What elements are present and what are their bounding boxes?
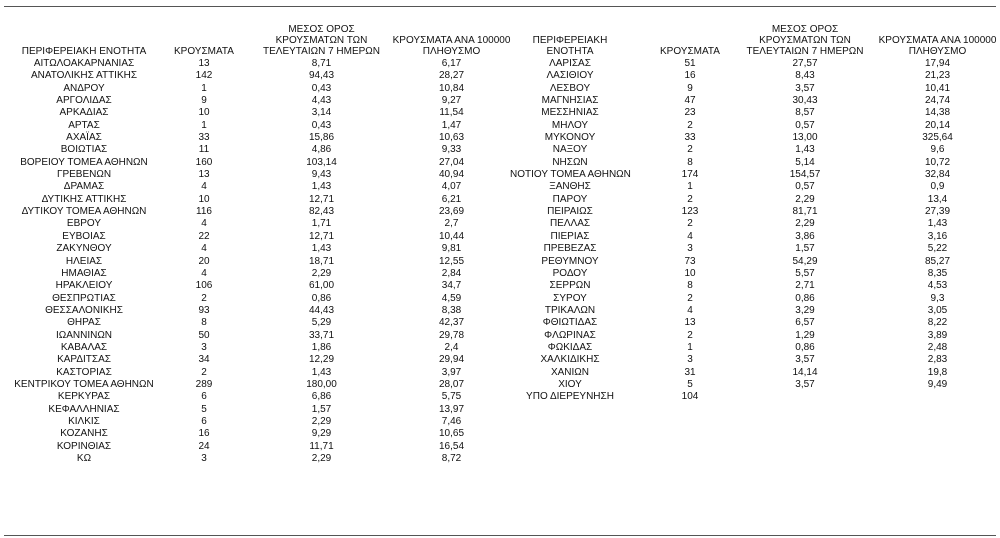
cell-avg7: 15,86 xyxy=(308,132,335,144)
cell-cases: 6 xyxy=(201,415,207,427)
cell-avg7: 33,71 xyxy=(308,329,335,341)
cell-per100k: 40,94 xyxy=(438,169,465,181)
cell-per100k: 8,38 xyxy=(441,304,462,316)
cell-cases: 13 xyxy=(198,58,210,69)
cell-cases: 3 xyxy=(201,341,207,353)
cell-region: ΠΕΛΛΑΣ xyxy=(549,218,591,230)
cell-avg7: 2,29 xyxy=(311,453,332,464)
cell-per100k: 85,27 xyxy=(924,255,951,267)
cell-region: ΕΒΡΟΥ xyxy=(66,218,102,230)
cell-avg7: 3,57 xyxy=(795,82,815,94)
cell-per100k: 13,97 xyxy=(438,403,465,415)
cell-avg7: 1,43 xyxy=(311,366,332,378)
cell-per100k: 17,94 xyxy=(924,58,951,69)
cell-per100k: 6,17 xyxy=(441,58,462,69)
header-region: ΠΕΡΙΦΕΡΕΙΑΚΗ ΕΝΟΤΗΤΑ xyxy=(532,35,608,57)
cell-cases: 33 xyxy=(198,132,210,144)
cell-region: ΠΑΡΟΥ xyxy=(552,193,588,205)
cell-avg7: 154,57 xyxy=(789,169,821,181)
cell-region: ΝΑΞΟΥ xyxy=(552,144,588,156)
cell-per100k: 9,81 xyxy=(441,243,462,255)
cell-cases: 174 xyxy=(681,169,699,181)
cell-per100k: 3,89 xyxy=(927,329,948,341)
cell-region: ΑΡΚΑΔΙΑΣ xyxy=(59,107,109,119)
header-per100k: ΚΡΟΥΣΜΑΤΑ ΑΝΑ 100000 ΠΛΗΘΥΣΜΟ xyxy=(392,35,511,57)
cell-per100k: 9,6 xyxy=(930,144,945,156)
cell-per100k: 11,54 xyxy=(439,107,464,119)
cell-region: ΛΑΣΙΘΙΟΥ xyxy=(546,70,594,82)
cell-per100k: 10,44 xyxy=(438,230,465,242)
cell-per100k: 12,55 xyxy=(438,255,465,267)
cell-region: ΔΥΤΙΚΟΥ ΤΟΜΕΑ ΑΘΗΝΩΝ xyxy=(21,206,147,218)
cell-per100k: 9,27 xyxy=(441,95,462,107)
cell-avg7: 9,43 xyxy=(311,169,332,181)
cell-region: ΧΑΝΙΩΝ xyxy=(550,366,590,378)
cell-cases: 1 xyxy=(201,82,207,94)
cell-per100k: 3,05 xyxy=(927,304,948,316)
header-avg7: ΜΕΣΟΣ ΟΡΟΣ ΚΡΟΥΣΜΑΤΩΝ ΤΩΝ ΤΕΛΕΥΤΑΙΩΝ 7 ΗΜΕΡΩΝ xyxy=(746,24,864,57)
cell-avg7: 8,71 xyxy=(311,58,332,69)
cell-per100k: 8,22 xyxy=(927,317,948,329)
cell-per100k: 28,07 xyxy=(438,378,465,390)
cell-cases: 3 xyxy=(687,243,693,255)
cell-region: ΗΡΑΚΛΕΙΟΥ xyxy=(55,280,113,292)
cell-region: ΚΕΦΑΛΛΗΝΙΑΣ xyxy=(48,403,120,415)
cell-per100k: 23,69 xyxy=(438,206,465,218)
cell-per100k: 27,04 xyxy=(438,156,465,168)
cell-avg7: 30,43 xyxy=(792,95,818,107)
cell-region: ΧΙΟΥ xyxy=(558,378,582,390)
cell-per100k: 8,72 xyxy=(441,453,462,464)
cell-cases: 31 xyxy=(684,366,696,378)
cell-per100k: 13,4 xyxy=(927,193,948,205)
cell-avg7: 1,43 xyxy=(311,181,332,193)
cell-avg7: 0,86 xyxy=(311,292,332,304)
cell-avg7: 0,86 xyxy=(795,292,815,304)
cell-per100k: 10,84 xyxy=(438,82,465,94)
cell-per100k: 7,46 xyxy=(441,415,462,427)
cell-avg7: 0,43 xyxy=(311,119,332,131)
cell-cases: 5 xyxy=(201,403,207,415)
cell-avg7: 0,57 xyxy=(795,181,815,193)
cell-cases: 10 xyxy=(198,193,210,205)
cell-cases: 6 xyxy=(201,391,207,403)
cell-region: ΣΥΡΟΥ xyxy=(553,292,587,304)
cell-region: ΒΟΙΩΤΙΑΣ xyxy=(60,144,108,156)
cell-cases: 3 xyxy=(201,453,207,464)
cell-region: ΑΙΤΩΛΟΑΚΑΡΝΑΝΙΑΣ xyxy=(33,58,135,69)
cell-cases: 4 xyxy=(201,243,207,255)
cell-per100k: 1,47 xyxy=(441,119,462,131)
cell-cases: 16 xyxy=(198,428,210,440)
cell-avg7: 6,86 xyxy=(311,391,332,403)
cell-avg7: 1,71 xyxy=(311,218,332,230)
cell-per100k: 9,33 xyxy=(441,144,462,156)
cell-per100k: 2,4 xyxy=(444,341,459,353)
cell-per100k: 42,37 xyxy=(438,317,465,329)
cell-region: ΦΛΩΡΙΝΑΣ xyxy=(544,329,596,341)
cell-per100k: 29,94 xyxy=(438,354,465,366)
cell-avg7: 44,43 xyxy=(308,304,335,316)
cell-region: ΘΕΣΣΑΛΟΝΙΚΗΣ xyxy=(45,304,123,316)
cell-avg7: 3,14 xyxy=(311,107,332,119)
cell-per100k: 2,84 xyxy=(441,267,462,279)
cell-per100k: 10,41 xyxy=(924,82,951,94)
cell-region: ΑΡΤΑΣ xyxy=(68,119,100,131)
cell-per100k: 0,9 xyxy=(930,181,945,193)
cell-per100k: 5,75 xyxy=(441,391,462,403)
cell-per100k: 20,14 xyxy=(924,119,951,131)
cell-per100k: 21,23 xyxy=(924,70,951,82)
cell-region: ΓΡΕΒΕΝΩΝ xyxy=(56,169,112,181)
header-cases: ΚΡΟΥΣΜΑΤΑ xyxy=(660,46,720,57)
cell-per100k: 4,59 xyxy=(441,292,462,304)
cell-cases: 2 xyxy=(687,329,693,341)
cell-per100k: 8,35 xyxy=(927,267,948,279)
cell-per100k: 32,84 xyxy=(924,169,951,181)
cell-region: ΚΟΡΙΝΘΙΑΣ xyxy=(56,440,112,452)
cell-avg7: 1,43 xyxy=(311,243,332,255)
cell-avg7: 0,57 xyxy=(795,119,815,131)
cell-cases: 10 xyxy=(684,267,696,279)
cell-region: ΦΘΙΩΤΙΔΑΣ xyxy=(542,317,598,329)
cell-per100k: 19,8 xyxy=(927,366,948,378)
cell-cases: 4 xyxy=(687,230,693,242)
cell-region: ΡΕΘΥΜΝΟΥ xyxy=(541,255,599,267)
cell-per100k: 27,39 xyxy=(924,206,951,218)
cell-avg7: 13,00 xyxy=(792,132,818,144)
cell-cases: 16 xyxy=(684,70,696,82)
cell-region: ΚΕΝΤΡΙΚΟΥ ΤΟΜΕΑ ΑΘΗΝΩΝ xyxy=(14,378,154,390)
cell-cases: 34 xyxy=(198,354,210,366)
cell-cases: 8 xyxy=(687,156,693,168)
cell-region: ΚΟΖΑΝΗΣ xyxy=(60,428,108,440)
cell-cases: 1 xyxy=(687,181,693,193)
cell-avg7: 2,71 xyxy=(795,280,815,292)
cell-per100k: 3,97 xyxy=(441,366,462,378)
cell-avg7: 3,57 xyxy=(795,378,815,390)
cell-avg7: 14,14 xyxy=(792,366,818,378)
cell-per100k: 10,72 xyxy=(924,156,951,168)
cell-avg7: 3,86 xyxy=(795,230,815,242)
cell-cases: 8 xyxy=(201,317,207,329)
cell-cases: 4 xyxy=(201,218,207,230)
cell-region: ΠΡΕΒΕΖΑΣ xyxy=(543,243,597,255)
cell-avg7: 5,14 xyxy=(795,156,815,168)
cell-per100k: 1,43 xyxy=(927,218,948,230)
cell-per100k: 4,07 xyxy=(441,181,462,193)
cell-avg7: 9,29 xyxy=(311,428,332,440)
cell-cases: 3 xyxy=(687,354,693,366)
top-rule xyxy=(4,6,996,7)
cell-avg7: 11,71 xyxy=(309,440,334,452)
cell-per100k: 9,49 xyxy=(927,378,948,390)
cell-region: ΗΛΕΙΑΣ xyxy=(65,255,103,267)
cell-avg7: 3,57 xyxy=(795,354,815,366)
header-cases: ΚΡΟΥΣΜΑΤΑ xyxy=(174,46,234,57)
cell-cases: 4 xyxy=(201,267,207,279)
cell-region: ΑΧΑΪΑΣ xyxy=(66,132,102,144)
cell-avg7: 8,43 xyxy=(795,70,815,82)
cell-avg7: 12,29 xyxy=(308,354,335,366)
cell-region: ΛΑΡΙΣΑΣ xyxy=(549,58,591,69)
cell-avg7: 3,29 xyxy=(795,304,815,316)
cell-region: ΧΑΛΚΙΔΙΚΗΣ xyxy=(540,354,600,366)
cell-region: ΑΝΑΤΟΛΙΚΗΣ ΑΤΤΙΚΗΣ xyxy=(30,70,138,82)
cell-avg7: 5,29 xyxy=(311,317,332,329)
cell-avg7: 12,71 xyxy=(308,193,335,205)
cell-avg7: 1,57 xyxy=(795,243,815,255)
cell-region: ΔΥΤΙΚΗΣ ΑΤΤΙΚΗΣ xyxy=(41,193,127,205)
cell-per100k: 10,63 xyxy=(438,132,465,144)
cell-region: ΘΕΣΠΡΩΤΙΑΣ xyxy=(52,292,116,304)
header-avg7: ΜΕΣΟΣ ΟΡΟΣ ΚΡΟΥΣΜΑΤΩΝ ΤΩΝ ΤΕΛΕΥΤΑΙΩΝ 7 ΗΜΕΡΩΝ xyxy=(262,24,381,57)
cell-cases: 123 xyxy=(681,206,699,218)
cell-region: ΜΑΓΝΗΣΙΑΣ xyxy=(541,95,599,107)
cell-cases: 2 xyxy=(201,292,207,304)
cell-region: ΡΟΔΟΥ xyxy=(552,267,588,279)
cell-avg7: 61,00 xyxy=(308,280,335,292)
cell-cases: 8 xyxy=(687,280,693,292)
cell-region: ΠΙΕΡΙΑΣ xyxy=(550,230,590,242)
cell-cases: 22 xyxy=(198,230,210,242)
cell-cases: 23 xyxy=(684,107,696,119)
cell-avg7: 1,43 xyxy=(795,144,815,156)
cell-region: ΚΑΡΔΙΤΣΑΣ xyxy=(57,354,111,366)
cell-region: ΝΟΤΙΟΥ ΤΟΜΕΑ ΑΘΗΝΩΝ xyxy=(510,169,631,181)
cell-region: ΘΗΡΑΣ xyxy=(67,317,101,329)
cell-avg7: 2,29 xyxy=(311,267,332,279)
cell-avg7: 0,86 xyxy=(795,341,815,353)
cell-region: ΑΝΔΡΟΥ xyxy=(63,82,105,94)
cell-region: ΗΜΑΘΙΑΣ xyxy=(61,267,107,279)
cell-region: ΠΕΙΡΑΙΩΣ xyxy=(547,206,593,218)
cell-avg7: 0,43 xyxy=(311,82,332,94)
cell-avg7: 103,14 xyxy=(306,156,337,168)
cell-region: ΜΗΛΟΥ xyxy=(551,119,589,131)
cell-region: ΚΕΡΚΥΡΑΣ xyxy=(57,391,111,403)
cell-region: ΚΩ xyxy=(76,453,92,464)
cell-per100k: 34,7 xyxy=(441,280,462,292)
cell-avg7: 27,57 xyxy=(792,58,818,69)
cell-region: ΤΡΙΚΑΛΩΝ xyxy=(544,304,596,316)
cell-cases: 9 xyxy=(201,95,207,107)
cell-per100k: 2,83 xyxy=(927,354,948,366)
cell-region: ΜΥΚΟΝΟΥ xyxy=(544,132,596,144)
cell-region: ΝΗΣΩΝ xyxy=(552,156,588,168)
cell-cases: 2 xyxy=(687,144,693,156)
header-per100k: ΚΡΟΥΣΜΑΤΑ ΑΝΑ 100000 ΠΛΗΘΥΣΜΟ xyxy=(878,35,997,57)
cell-avg7: 1,57 xyxy=(311,403,332,415)
cell-per100k: 24,74 xyxy=(924,95,951,107)
cell-avg7: 1,86 xyxy=(311,341,332,353)
cell-avg7: 18,71 xyxy=(308,255,335,267)
cell-per100k: 3,16 xyxy=(927,230,948,242)
cell-region: ΞΑΝΘΗΣ xyxy=(549,181,591,193)
cell-region: ΚΑΒΑΛΑΣ xyxy=(60,341,108,353)
cell-cases: 33 xyxy=(684,132,696,144)
cell-avg7: 5,57 xyxy=(795,267,815,279)
cell-per100k: 29,78 xyxy=(438,329,465,341)
cell-cases: 116 xyxy=(196,206,212,218)
cell-cases: 73 xyxy=(684,255,696,267)
cell-per100k: 2,48 xyxy=(927,341,948,353)
cell-per100k: 14,38 xyxy=(924,107,951,119)
cell-region: ΖΑΚΥΝΘΟΥ xyxy=(56,243,112,255)
cell-avg7: 82,43 xyxy=(308,206,335,218)
cell-region: ΔΡΑΜΑΣ xyxy=(63,181,105,193)
cell-avg7: 94,43 xyxy=(308,70,335,82)
cases-table xyxy=(0,6,1000,536)
cell-region: ΛΕΣΒΟΥ xyxy=(549,82,591,94)
cell-cases: 142 xyxy=(195,70,213,82)
cell-cases: 106 xyxy=(195,280,213,292)
cell-per100k: 325,64 xyxy=(922,132,953,144)
cell-avg7: 2,29 xyxy=(795,218,815,230)
cell-cases: 2 xyxy=(201,366,207,378)
cell-per100k: 2,7 xyxy=(444,218,459,230)
cell-region: ΑΡΓΟΛΙΔΑΣ xyxy=(56,95,112,107)
cell-cases: 1 xyxy=(687,341,693,353)
cell-region: ΙΩΑΝΝΙΝΩΝ xyxy=(55,329,113,341)
cell-avg7: 81,71 xyxy=(792,206,818,218)
cell-cases: 4 xyxy=(201,181,207,193)
cell-region: ΦΩΚΙΔΑΣ xyxy=(547,341,593,353)
cell-cases: 51 xyxy=(684,58,696,69)
cell-cases: 2 xyxy=(687,119,693,131)
cell-cases: 9 xyxy=(687,82,693,94)
cell-cases: 289 xyxy=(195,378,213,390)
cell-cases: 13 xyxy=(198,169,210,181)
cell-cases: 93 xyxy=(198,304,210,316)
cell-per100k: 9,3 xyxy=(930,292,945,304)
cell-cases: 5 xyxy=(687,378,693,390)
cell-per100k: 4,53 xyxy=(927,280,948,292)
cell-per100k: 6,21 xyxy=(441,193,462,205)
cell-cases: 160 xyxy=(195,156,213,168)
cell-per100k: 10,65 xyxy=(438,428,465,440)
cell-region: ΒΟΡΕΙΟΥ ΤΟΜΕΑ ΑΘΗΝΩΝ xyxy=(20,156,148,168)
cell-cases: 20 xyxy=(198,255,210,267)
cell-cases: 13 xyxy=(684,317,696,329)
cell-cases: 10 xyxy=(198,107,210,119)
cell-per100k: 28,27 xyxy=(438,70,465,82)
cell-avg7: 6,57 xyxy=(795,317,815,329)
cell-cases: 24 xyxy=(198,440,210,452)
header-region: ΠΕΡΙΦΕΡΕΙΑΚΗ ΕΝΟΤΗΤΑ xyxy=(21,46,147,57)
cell-avg7: 4,86 xyxy=(311,144,332,156)
cell-avg7: 180,00 xyxy=(306,378,337,390)
cell-per100k: 5,22 xyxy=(927,243,948,255)
cell-cases: 2 xyxy=(687,218,693,230)
cell-per100k: 16,54 xyxy=(438,440,465,452)
cell-region: ΕΥΒΟΙΑΣ xyxy=(62,230,106,242)
cell-cases: 2 xyxy=(687,292,693,304)
cell-region: ΥΠΟ ΔΙΕΡΕΥΝΗΣΗ xyxy=(526,391,614,403)
cell-avg7: 8,57 xyxy=(795,107,815,119)
cell-avg7: 54,29 xyxy=(792,255,818,267)
cell-cases: 47 xyxy=(684,95,696,107)
cell-avg7: 2,29 xyxy=(311,415,332,427)
cell-cases: 50 xyxy=(198,329,210,341)
cell-region: ΚΙΛΚΙΣ xyxy=(68,415,100,427)
cell-avg7: 12,71 xyxy=(308,230,335,242)
cell-avg7: 2,29 xyxy=(795,193,815,205)
cell-avg7: 4,43 xyxy=(311,95,332,107)
cell-region: ΚΑΣΤΟΡΙΑΣ xyxy=(56,366,112,378)
cell-region: ΣΕΡΡΩΝ xyxy=(549,280,591,292)
cell-cases: 2 xyxy=(687,193,693,205)
cell-cases: 11 xyxy=(198,144,210,156)
cell-cases: 104 xyxy=(681,391,699,403)
bottom-rule xyxy=(4,535,996,536)
cell-region: ΜΕΣΣΗΝΙΑΣ xyxy=(541,107,599,119)
cell-avg7: 1,29 xyxy=(795,329,815,341)
cell-cases: 1 xyxy=(201,119,207,131)
cell-cases: 4 xyxy=(687,304,693,316)
